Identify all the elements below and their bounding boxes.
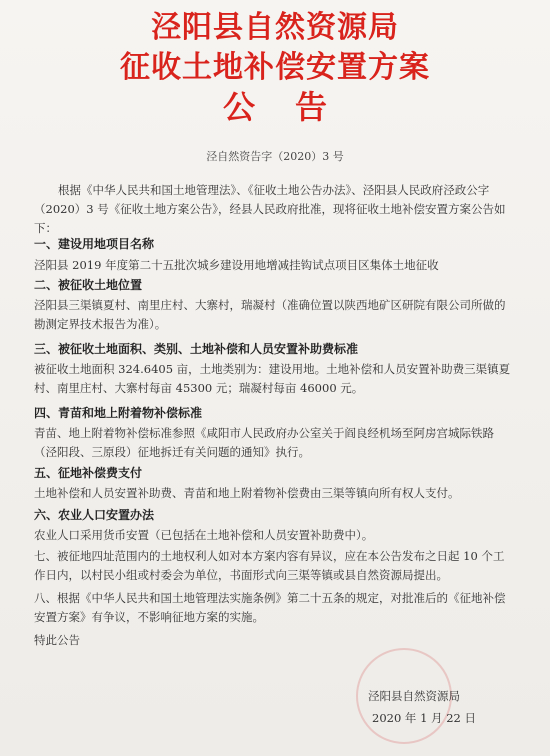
signature-date: 2020 年 1 月 22 日 [372, 711, 476, 725]
signature-org: 泾阳县自然资源局 [368, 689, 460, 703]
section-6-text: 农业人口采用货币安置（已包括在土地补偿和人员安置补助费中）。 [34, 528, 374, 542]
section-5-text: 土地补偿和人员安置补助费、青苗和地上附着物补偿费由三渠等镇向所有权人支付。 [34, 486, 460, 500]
item-7-paragraph: 七、被征地四址范围内的土地权利人如对本方案内容有异议，应在本公告发布之日起 10 个工作日内，以村民小组或村委会为单位，书面形式向三渠等镇或县自然资源局提出。 [34, 549, 505, 582]
title-line-2: 征收土地补偿安置方案 [120, 50, 430, 85]
title-line-3: 公告 [222, 88, 367, 126]
closing-text: 特此公告 [34, 633, 80, 647]
section-6-heading: 六、农业人口安置办法 [34, 508, 155, 522]
section-3-text: 被征收土地面积 324.6405 亩，土地类别为：建设用地。土地补偿和人员安置补助费三渠镇夏村、南里庄村、大寨村每亩 45300 元；瑞凝村每亩 46000 元。 [34, 362, 511, 395]
section-1-heading: 一、建设用地项目名称 [34, 237, 155, 251]
intro-paragraph: 根据《中华人民共和国土地管理法》、《征收土地公告办法》、泾阳县人民政府泾政公字（2020）3 号《征收土地方案公告》，经县人民政府批准，现将征收土地补偿安置方案公告如下： [34, 183, 506, 235]
section-4-heading: 四、青苗和地上附着物补偿标准 [34, 406, 203, 420]
section-2-text: 泾阳县三渠镇夏村、南里庄村、大寨村，瑞凝村（准确位置以陕西地矿区研院有限公司所做的勘测定界技术报告为准）。 [34, 298, 506, 331]
section-1-text: 泾阳县 2019 年度第二十五批次城乡建设用地增减挂钩试点项目区集体土地征收 [34, 258, 439, 272]
title-line-1: 泾阳县自然资源局 [151, 10, 399, 45]
section-4-text: 青苗、地上附着物补偿标准参照《咸阳市人民政府办公室关于阎良经机场至阿房宫城际铁路（泾阳段、三原段）征地拆迁有关问题的通知》执行。 [34, 426, 494, 459]
section-3-heading: 三、被征收土地面积、类别、土地补偿和人员安置补助费标准 [34, 342, 359, 356]
document-number: 泾自然资告字（2020）3 号 [206, 150, 344, 163]
section-5-heading: 五、征地补偿费支付 [34, 466, 143, 480]
section-2-heading: 二、被征收土地位置 [34, 278, 143, 292]
item-8-paragraph: 八、根据《中华人民共和国土地管理法实施条例》第二十五条的规定，对批准后的《征地补偿安置方案》有争议，不影响征地方案的实施。 [34, 591, 506, 624]
